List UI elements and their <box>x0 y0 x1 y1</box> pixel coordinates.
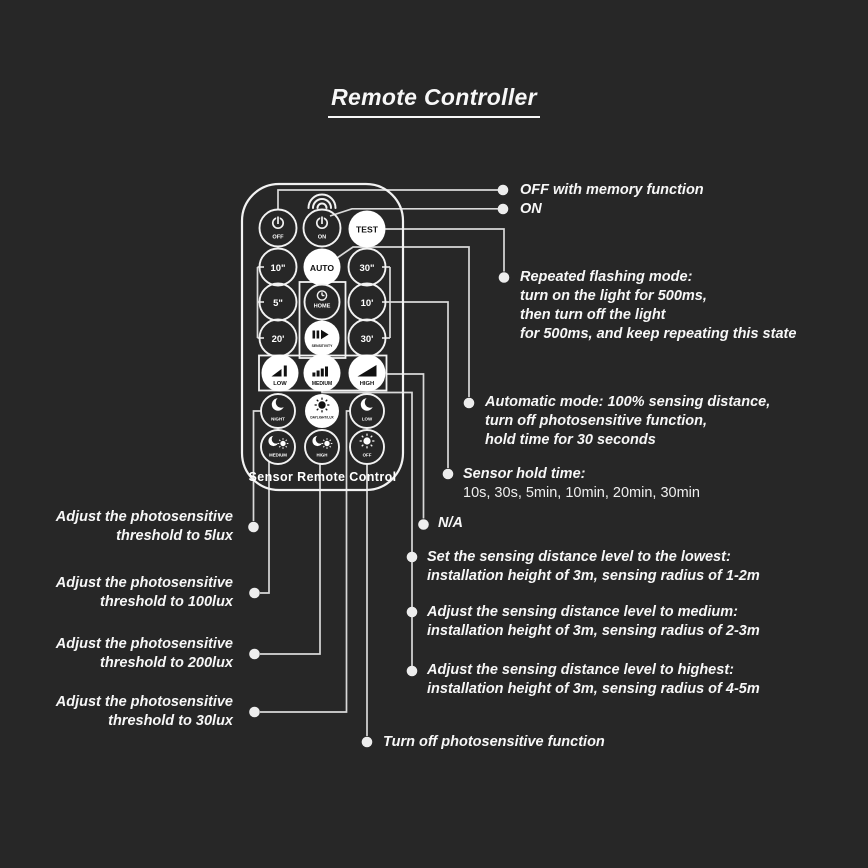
bullet <box>249 707 260 718</box>
button-daylight-lux[interactable] <box>305 394 339 428</box>
annotation-distance-lowest: Set the sensing distance level to the lowest: installation height of 3m, sensing radius of 1-2m <box>427 549 760 584</box>
button-lux-off-label: OFF <box>362 452 372 458</box>
button-distance-medium-label: MEDIUM <box>311 380 333 387</box>
bullet <box>464 398 475 409</box>
button-lux-high-label: HIGH <box>316 452 328 458</box>
button-30s-label: 30" <box>359 262 375 274</box>
button-home[interactable] <box>305 285 340 320</box>
button-home-label: HOME <box>313 303 331 310</box>
button-distance-high-label: HIGH <box>359 380 375 387</box>
sun-icon <box>360 434 375 449</box>
annotation-threshold-30lux: Adjust the photosensitive threshold to 30lux <box>55 694 233 729</box>
button-distance-high[interactable] <box>349 355 386 392</box>
remote-brand-label: Sensor Remote Control <box>248 470 397 484</box>
moon-icon <box>272 397 287 411</box>
annotation-off-memory: OFF with memory function <box>520 181 704 198</box>
button-lux-medium-label: MEDIUM <box>269 452 287 458</box>
button-distance-medium[interactable] <box>304 355 341 392</box>
annotation-sensor-hold-time-title: Sensor hold time: <box>463 465 586 482</box>
bullet <box>407 552 418 563</box>
annotation-on: ON <box>520 200 542 217</box>
annotation-photosensitive-off: Turn off photosensitive function <box>383 733 605 750</box>
button-daylight-lux-label: DAYLIGHT/LUX <box>310 415 334 420</box>
annotation-distance-medium: Adjust the sensing distance level to medium: installation height of 3m, sensing radius of 2-3m <box>427 603 760 639</box>
button-20s[interactable] <box>260 320 297 357</box>
button-10min[interactable] <box>349 284 386 321</box>
annotation-threshold-5lux: Adjust the photosensitive threshold to 5lux <box>55 509 233 544</box>
button-on-label: ON <box>317 234 327 241</box>
button-20s-label: 20' <box>271 333 285 345</box>
button-lux-high[interactable] <box>305 430 339 464</box>
bullet <box>407 666 418 677</box>
bullet <box>407 607 418 618</box>
annotation-na: N/A <box>438 515 463 531</box>
button-sensitivity-label: SENSITIVITY <box>311 344 333 348</box>
button-30min[interactable] <box>349 320 386 357</box>
bullet <box>418 519 429 530</box>
button-night[interactable] <box>261 394 295 428</box>
bullet <box>249 588 260 599</box>
button-lux-medium[interactable] <box>261 430 295 464</box>
wifi-signal-icon <box>309 195 336 209</box>
bullet <box>249 649 260 660</box>
power-icon <box>273 216 283 229</box>
button-auto[interactable] <box>304 249 341 286</box>
button-10s-label: 10" <box>270 262 286 274</box>
button-10s[interactable] <box>260 249 297 286</box>
annotation-distance-highest: Adjust the sensing distance level to highest: installation height of 3m, sensing radius of 4-5m <box>427 662 760 697</box>
moon-sun-icon <box>312 435 332 449</box>
button-test[interactable] <box>349 211 386 248</box>
button-sensitivity[interactable] <box>305 321 340 356</box>
annotation-threshold-200lux: Adjust the photosensitive threshold to 200lux <box>55 636 233 671</box>
annotation-sensor-hold-time-values: 10s, 30s, 5min, 10min, 20min, 30min <box>463 484 700 501</box>
button-30min-label: 30' <box>360 333 374 345</box>
button-off-label: OFF <box>272 234 284 241</box>
button-30s[interactable] <box>349 249 386 286</box>
button-lux-off[interactable] <box>350 430 384 464</box>
button-test-label: TEST <box>356 224 378 235</box>
moon-sun-icon <box>268 435 288 449</box>
button-off[interactable] <box>260 210 297 247</box>
bullet <box>443 469 454 480</box>
button-auto-label: AUTO <box>309 262 335 273</box>
connector-lines <box>254 190 505 736</box>
button-5s-label: 5" <box>273 297 283 309</box>
annotation-sensor-hold-time <box>463 465 700 503</box>
annotation-threshold-100lux: Adjust the photosensitive threshold to 100lux <box>55 575 233 610</box>
button-5s[interactable] <box>260 284 297 321</box>
button-lux-low-label: LOW <box>361 416 373 422</box>
bullet <box>498 204 509 215</box>
power-icon <box>317 216 327 229</box>
annotation-flashing-mode: Repeated flashing mode: turn on the light for 500ms, then turn off the light for 500ms, and keep repeating this state <box>520 269 797 342</box>
bullet <box>499 272 510 283</box>
button-on[interactable] <box>304 210 341 247</box>
button-distance-low-label: LOW <box>273 380 287 387</box>
bullet <box>248 522 259 533</box>
page-title: Remote Controller <box>0 84 868 118</box>
button-night-label: NIGHT <box>271 416 285 422</box>
button-lux-low[interactable] <box>350 394 384 428</box>
button-distance-low[interactable] <box>262 355 299 392</box>
moon-icon <box>361 397 376 411</box>
bullet <box>498 185 509 196</box>
annotation-automatic-mode: Automatic mode: 100% sensing distance, turn off photosensitive function, hold time for 30 seconds <box>485 394 771 448</box>
clock-icon <box>317 291 326 300</box>
button-10min-label: 10' <box>360 297 374 309</box>
bullet <box>362 737 373 748</box>
